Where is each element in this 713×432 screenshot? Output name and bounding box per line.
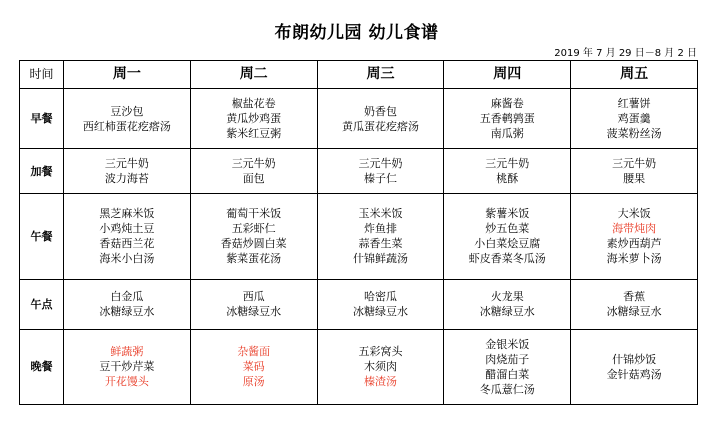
dish-item: 玉米米饭 (358, 207, 403, 221)
date-range: 2019 年 7 月 29 日－8 月 2 日 (554, 48, 697, 59)
menu-cell-afternoon-snack-mon (64, 279, 191, 329)
dish-item: 桃酥 (496, 172, 519, 186)
meal-row-lunch (20, 194, 698, 279)
dish-item: 黄瓜蛋花疙瘩汤 (341, 119, 419, 133)
menu-cell-breakfast-mon (64, 89, 191, 149)
meal-row-dinner (20, 329, 698, 404)
dish-item: 黄瓜炒鸡蛋 (226, 112, 282, 126)
menu-cell-dinner-wed (317, 329, 444, 404)
menu-cell-snack-thu (444, 149, 571, 194)
dish-item: 小白菜烩豆腐 (474, 237, 541, 251)
dish-item: 西瓜 (242, 290, 265, 304)
meal-row-snack (20, 149, 698, 194)
dish-item: 紫菜蛋花汤 (226, 252, 282, 266)
dish-item: 素炒西葫芦 (606, 237, 662, 251)
meal-label: 早餐 (20, 89, 64, 149)
dish-item: 三元牛奶 (358, 157, 403, 171)
dish-item: 什锦鲜蔬汤 (352, 252, 408, 266)
menu-cell-lunch-wed (317, 194, 444, 279)
dish-item: 海米萝卜汤 (606, 252, 662, 266)
dish-item: 西红柿蛋花疙瘩汤 (82, 119, 171, 133)
time-header: 时间 (20, 61, 64, 89)
menu-cell-lunch-mon (64, 194, 191, 279)
dish-item: 炸鱼排 (363, 222, 397, 236)
dish-item: 鲜蔬粥 (110, 345, 144, 359)
dish-item: 冬瓜薏仁汤 (479, 382, 535, 396)
dish-item: 鸡蛋羹 (617, 112, 651, 126)
dish-item: 菜码 (242, 360, 265, 374)
dish-item: 波力海苔 (104, 172, 149, 186)
dish-item: 冰糖绿豆水 (479, 305, 535, 319)
menu-cell-afternoon-snack-tue (190, 279, 317, 329)
menu-cell-dinner-thu (444, 329, 571, 404)
dish-item: 五彩虾仁 (231, 222, 276, 236)
menu-cell-afternoon-snack-fri (571, 279, 698, 329)
dish-item: 小鸡炖土豆 (99, 222, 155, 236)
menu-cell-dinner-fri (571, 329, 698, 404)
menu-cell-dinner-mon (64, 329, 191, 404)
dish-item: 冰糖绿豆水 (226, 305, 282, 319)
dish-item: 红薯饼 (617, 97, 651, 111)
page-title: 布朗幼儿园 幼儿食谱 (274, 23, 439, 43)
day-header-mon: 周一 (64, 61, 191, 89)
dish-item: 椒盐花卷 (231, 97, 276, 111)
dish-item: 香菇炒圆白菜 (220, 237, 287, 251)
dish-item: 金针菇鸡汤 (606, 367, 662, 381)
dish-item: 豆干炒芹菜 (99, 360, 155, 374)
day-header-wed: 周三 (317, 61, 444, 89)
dish-item: 木须肉 (363, 360, 397, 374)
dish-item: 紫米红豆粥 (226, 127, 282, 141)
dish-item: 冰糖绿豆水 (606, 305, 662, 319)
dish-item: 三元牛奶 (485, 157, 530, 171)
dish-item: 虾皮香菜冬瓜汤 (468, 252, 546, 266)
meal-row-afternoon-snack (20, 279, 698, 329)
meal-label: 午餐 (20, 194, 64, 279)
menu-cell-lunch-fri (571, 194, 698, 279)
dish-item: 原汤 (242, 375, 265, 389)
dish-item: 紫薯米饭 (485, 207, 530, 221)
dish-item: 什锦炒饭 (612, 352, 657, 366)
day-header-tue: 周二 (190, 61, 317, 89)
menu-cell-afternoon-snack-thu (444, 279, 571, 329)
dish-item: 黑芝麻米饭 (99, 207, 155, 221)
menu-cell-snack-mon (64, 149, 191, 194)
dish-item: 奶香包 (363, 104, 397, 118)
menu-cell-snack-fri (571, 149, 698, 194)
menu-cell-afternoon-snack-wed (317, 279, 444, 329)
dish-item: 哈密瓜 (363, 290, 397, 304)
dish-item: 南瓜粥 (490, 127, 524, 141)
dish-item: 麻酱卷 (490, 97, 524, 111)
header-row (20, 61, 698, 89)
menu-cell-breakfast-fri (571, 89, 698, 149)
dish-item: 榛子仁 (363, 172, 397, 186)
weekly-menu-table (19, 60, 698, 405)
dish-item: 大米饭 (617, 207, 651, 221)
meal-label: 加餐 (20, 149, 64, 194)
dish-item: 三元牛奶 (104, 157, 149, 171)
menu-cell-lunch-thu (444, 194, 571, 279)
dish-item: 海带炖肉 (612, 222, 657, 236)
dish-item: 炒五色菜 (485, 222, 530, 236)
dish-item: 杂酱面 (237, 345, 271, 359)
meal-label: 晚餐 (20, 329, 64, 404)
dish-item: 肉烧茄子 (485, 352, 530, 366)
dish-item: 香菇西兰花 (99, 237, 155, 251)
dish-item: 火龙果 (490, 290, 524, 304)
day-header-fri: 周五 (571, 61, 698, 89)
menu-cell-breakfast-wed (317, 89, 444, 149)
menu-cell-snack-wed (317, 149, 444, 194)
dish-item: 五香鹌鹑蛋 (479, 112, 535, 126)
menu-cell-lunch-tue (190, 194, 317, 279)
menu-cell-dinner-tue (190, 329, 317, 404)
meal-row-breakfast (20, 89, 698, 149)
dish-item: 腰果 (623, 172, 646, 186)
dish-item: 醋溜白菜 (485, 367, 530, 381)
menu-cell-snack-tue (190, 149, 317, 194)
meal-label: 午点 (20, 279, 64, 329)
dish-item: 冰糖绿豆水 (99, 305, 155, 319)
dish-item: 冰糖绿豆水 (352, 305, 408, 319)
dish-item: 豆沙包 (110, 104, 144, 118)
dish-item: 金银米饭 (485, 337, 530, 351)
dish-item: 白金瓜 (110, 290, 144, 304)
dish-item: 菠菜粉丝汤 (606, 127, 662, 141)
dish-item: 三元牛奶 (612, 157, 657, 171)
dish-item: 香蕉 (623, 290, 646, 304)
dish-item: 榛渣汤 (363, 375, 397, 389)
day-header-thu: 周四 (444, 61, 571, 89)
dish-item: 五彩窝头 (358, 345, 403, 359)
dish-item: 葡萄干米饭 (226, 207, 282, 221)
dish-item: 海米小白汤 (99, 252, 155, 266)
menu-cell-breakfast-tue (190, 89, 317, 149)
dish-item: 三元牛奶 (231, 157, 276, 171)
dish-item: 面包 (242, 172, 265, 186)
dish-item: 开花馒头 (104, 375, 149, 389)
dish-item: 蒜香生菜 (358, 237, 403, 251)
menu-cell-breakfast-thu (444, 89, 571, 149)
